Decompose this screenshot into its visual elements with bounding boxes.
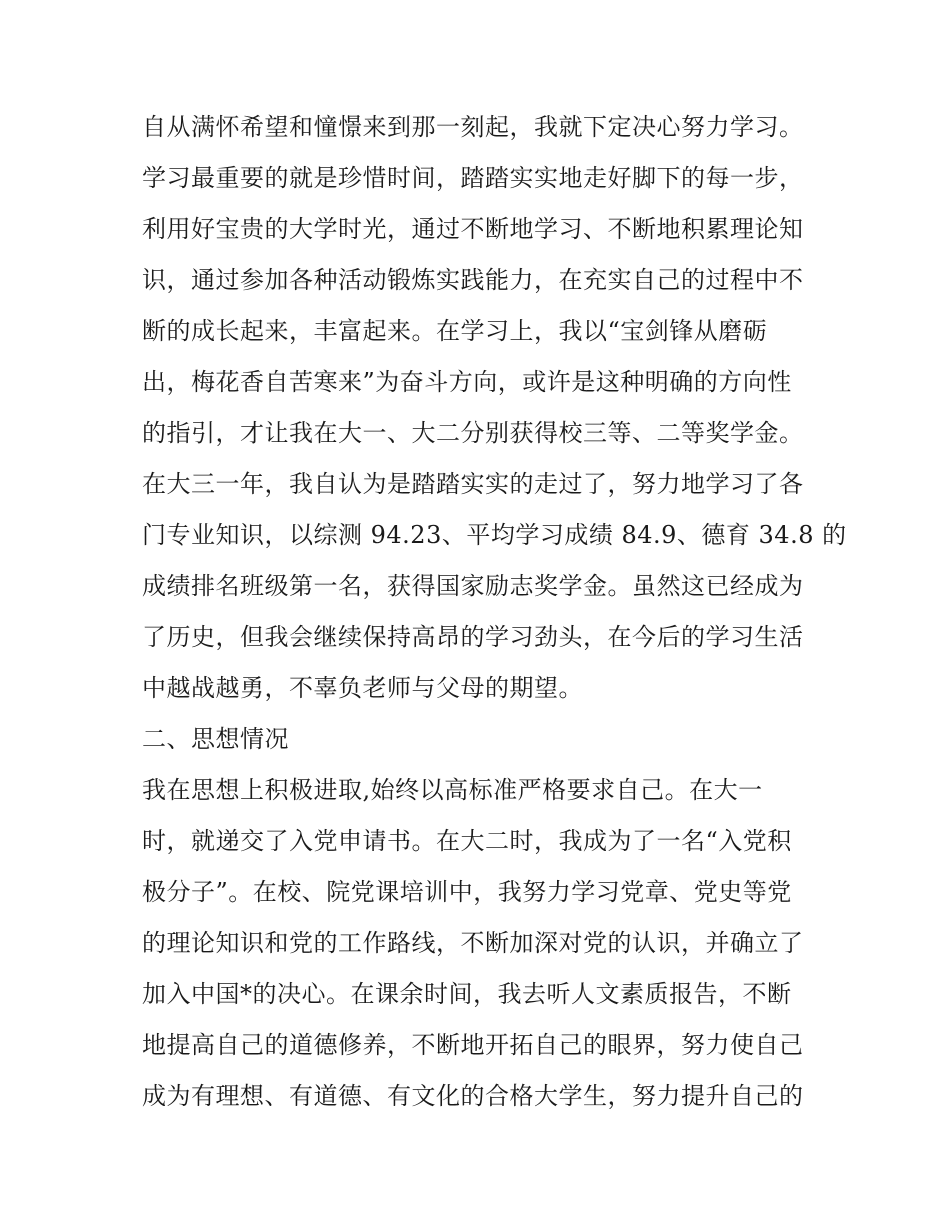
text-line: 门专业知识，以综测 94.23、平均学习成绩 84.9、德育 34.8 的: [142, 521, 847, 549]
text-line: 识，通过参加各种活动锻炼实践能力，在充实自己的过程中不: [142, 266, 804, 294]
text-line: 自从满怀希望和憧憬来到那一刻起，我就下定决心努力学习。: [142, 113, 804, 141]
text-line: 学习最重要的就是珍惜时间，踏踏实实地走好脚下的每一步，: [142, 164, 804, 192]
text-line: 加入中国*的决心。在课余时间，我去听人文素质报告，不断: [142, 980, 792, 1008]
text-line: 中越战越勇，不辜负老师与父母的期望。: [142, 674, 583, 702]
text-line: 出，梅花香自苦寒来”为奋斗方向，或许是这种明确的方向性: [142, 368, 792, 396]
text-line: 断的成长起来，丰富起来。在学习上，我以“宝剑锋从磨砺: [142, 317, 768, 345]
text-line: 时，就递交了入党申请书。在大二时，我成为了一名“入党积: [142, 827, 792, 855]
text-line: 成绩排名班级第一名，获得国家励志奖学金。虽然这已经成为: [142, 572, 804, 600]
text-line: 我在思想上积极进取,始终以高标准严格要求自己。在大一: [142, 776, 763, 804]
text-line: 的理论知识和党的工作路线，不断加深对党的认识，并确立了: [142, 929, 804, 957]
text-line: 利用好宝贵的大学时光，通过不断地学习、不断地积累理论知: [142, 215, 804, 243]
text-line: 了历史，但我会继续保持高昂的学习劲头，在今后的学习生活: [142, 623, 804, 651]
section-heading: 二、思想情况: [142, 725, 289, 753]
text-line: 在大三一年，我自认为是踏踏实实的走过了，努力地学习了各: [142, 470, 804, 498]
text-line: 成为有理想、有道德、有文化的合格大学生，努力提升自己的: [142, 1082, 804, 1110]
text-line: 的指引，才让我在大一、大二分别获得校三等、二等奖学金。: [142, 419, 804, 447]
text-line: 极分子”。在校、院党课培训中，我努力学习党章、党史等党: [142, 878, 792, 906]
text-line: 地提高自己的道德修养，不断地开拓自己的眼界，努力使自己: [142, 1031, 804, 1059]
